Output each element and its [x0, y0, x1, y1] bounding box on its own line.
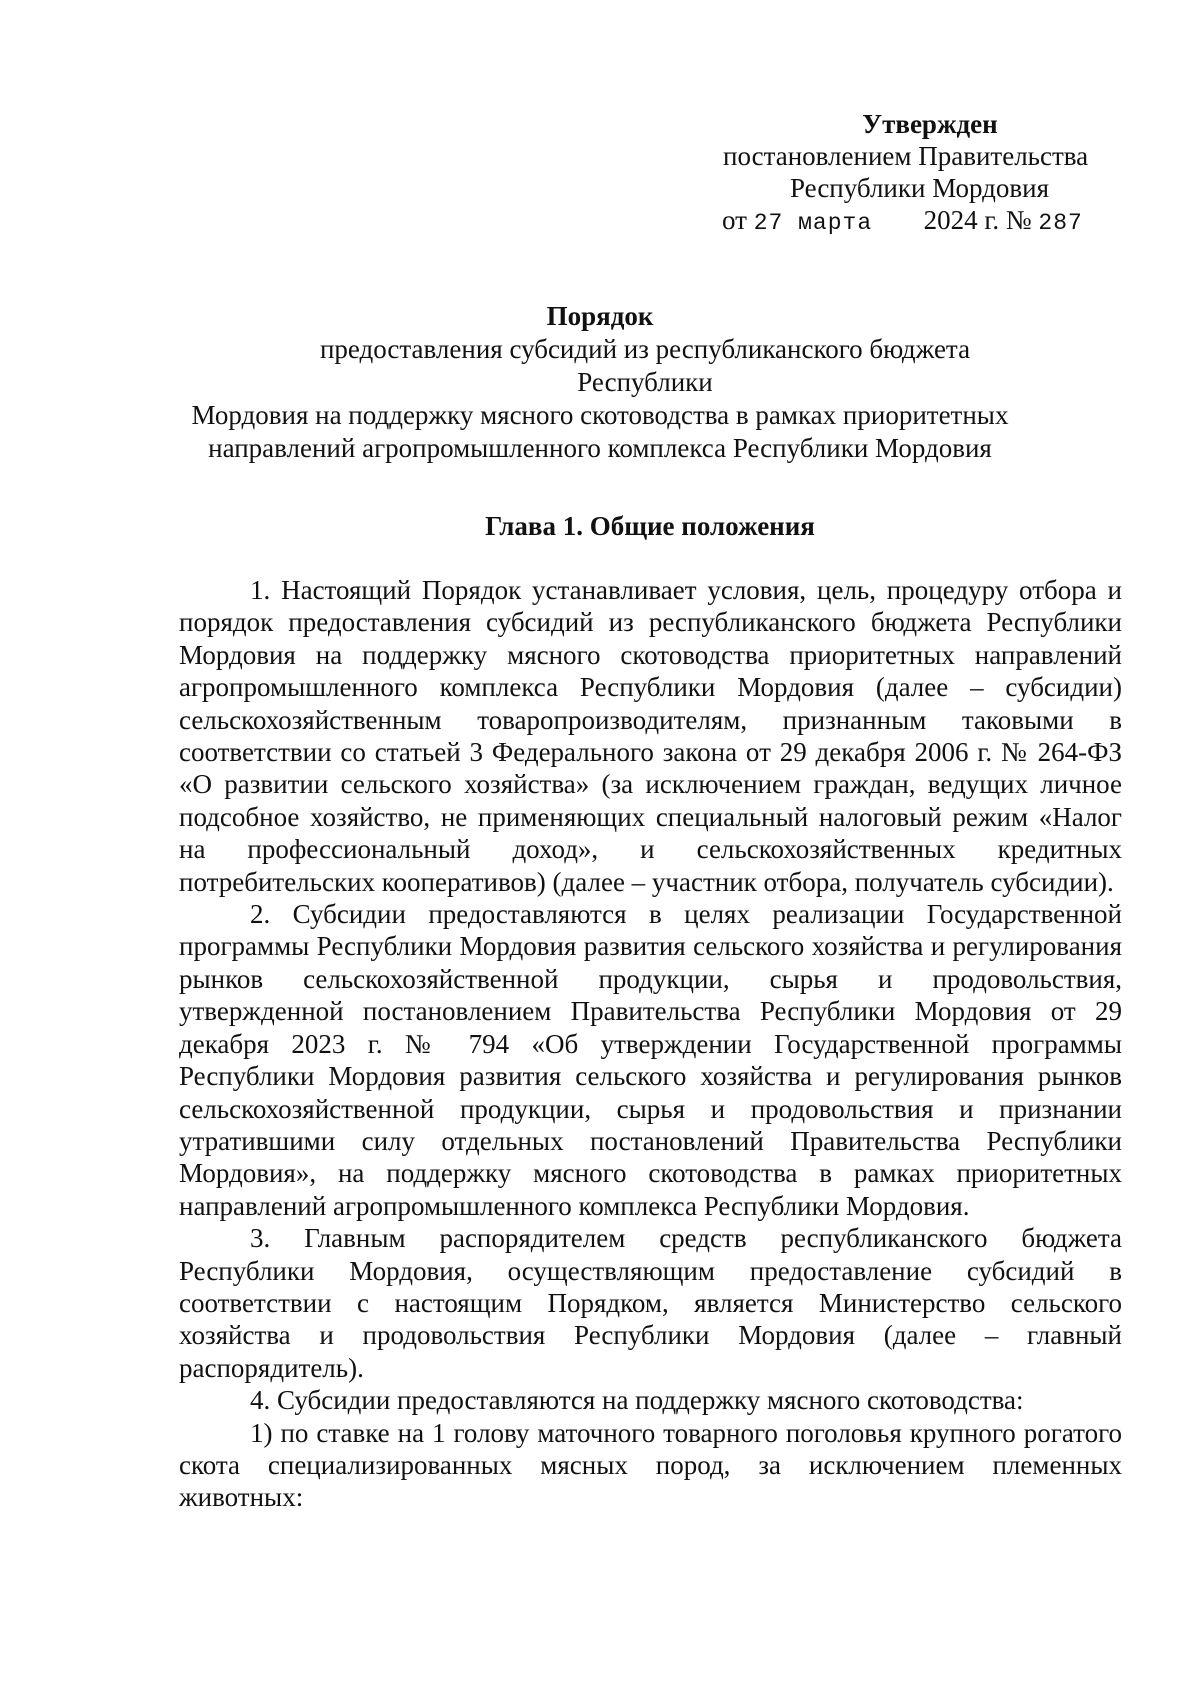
- document-body: [179, 574, 1122, 1514]
- document-subtitle-line: направлений агропромышленного комплекса Республики Мордовия: [208, 433, 992, 463]
- document-subtitle-line: предоставления субсидий из республиканского бюджета Республики: [319, 334, 971, 397]
- approval-line-decree: постановлением Правительства: [723, 141, 1089, 171]
- paragraph-4: 4. Субсидии предоставляются на поддержку мясного скотоводства:: [250, 1385, 1024, 1416]
- paragraph-1: 1. Настоящий Порядок устанавливает условия, цель, процедуру отбора и порядок предоставления субсидий из республиканского бюджета Республики Мордовия на поддержку мясного скотоводства приоритетных направлений агропромышленного комплекса Республики Мордовия (далее – субсидии) сельскохозяйственным товаропроизводителям, признанным таковыми в соответствии со статьей 3 Федерального закона от 29 декабря 2006 г. № 264-ФЗ «О развитии сельского хозяйства» (за исключением граждан, ведущих личное подсобное хозяйство, не применяющих специальный налоговый режим «Налог на профессиональный доход», и сельскохозяйственных кредитных потребительских кооперативов) (далее – участник отбора, получатель субсидии).: [179, 575, 1122, 897]
- approval-number: 287: [1038, 210, 1083, 236]
- paragraph-4-subitem-1: 1) по ставке на 1 голову маточного товарного поголовья крупного рогатого скота специализированных мясных пород, за исключением племенных животных:: [179, 1417, 1122, 1513]
- chapter-heading: Глава 1. Общие положения: [485, 511, 815, 541]
- paragraph-3: 3. Главным распорядителем средств республиканского бюджета Республики Мордовия, осуществляющим предоставление субсидий в соответствии с настоящим Порядком, является Министерство сельского хозяйства и продовольствия Республики Мордовия (далее – главный распорядитель).: [179, 1223, 1122, 1383]
- paragraph-2: 2. Субсидии предоставляются в целях реализации Государственной программы Республики Мордовия развития сельского хозяйства и регулирования рынков сельскохозяйственной продукции, сырья и продовольствия, утвержденной постановлением Правительства Республики Мордовия от 29 декабря 2023 г. № 794 «Об утверждении Государственной программы Республики Мордовия развития сельского хозяйства и регулирования рынков сельскохозяйственной продукции, сырья и продовольствия и признании утратившими силу отдельных постановлений Правительства Республики Мордовия», на поддержку мясного скотоводства в рамках приоритетных направлений агропромышленного комплекса Республики Мордовия.: [179, 899, 1122, 1221]
- approval-title: Утвержден: [862, 109, 998, 139]
- approval-date-day-month: 27 марта: [753, 210, 873, 236]
- approval-date-prefix: от: [722, 205, 747, 235]
- document-heading: Порядок: [546, 301, 654, 331]
- approval-date-year: 2024 г. №: [923, 205, 1032, 235]
- document-title-block: [160, 300, 1040, 465]
- document-subtitle-line: Мордовия на поддержку мясного скотоводства в рамках приоритетных: [191, 400, 1009, 430]
- approval-line-republic: Республики Мордовия: [790, 173, 1050, 203]
- approval-date-line: [722, 204, 1083, 239]
